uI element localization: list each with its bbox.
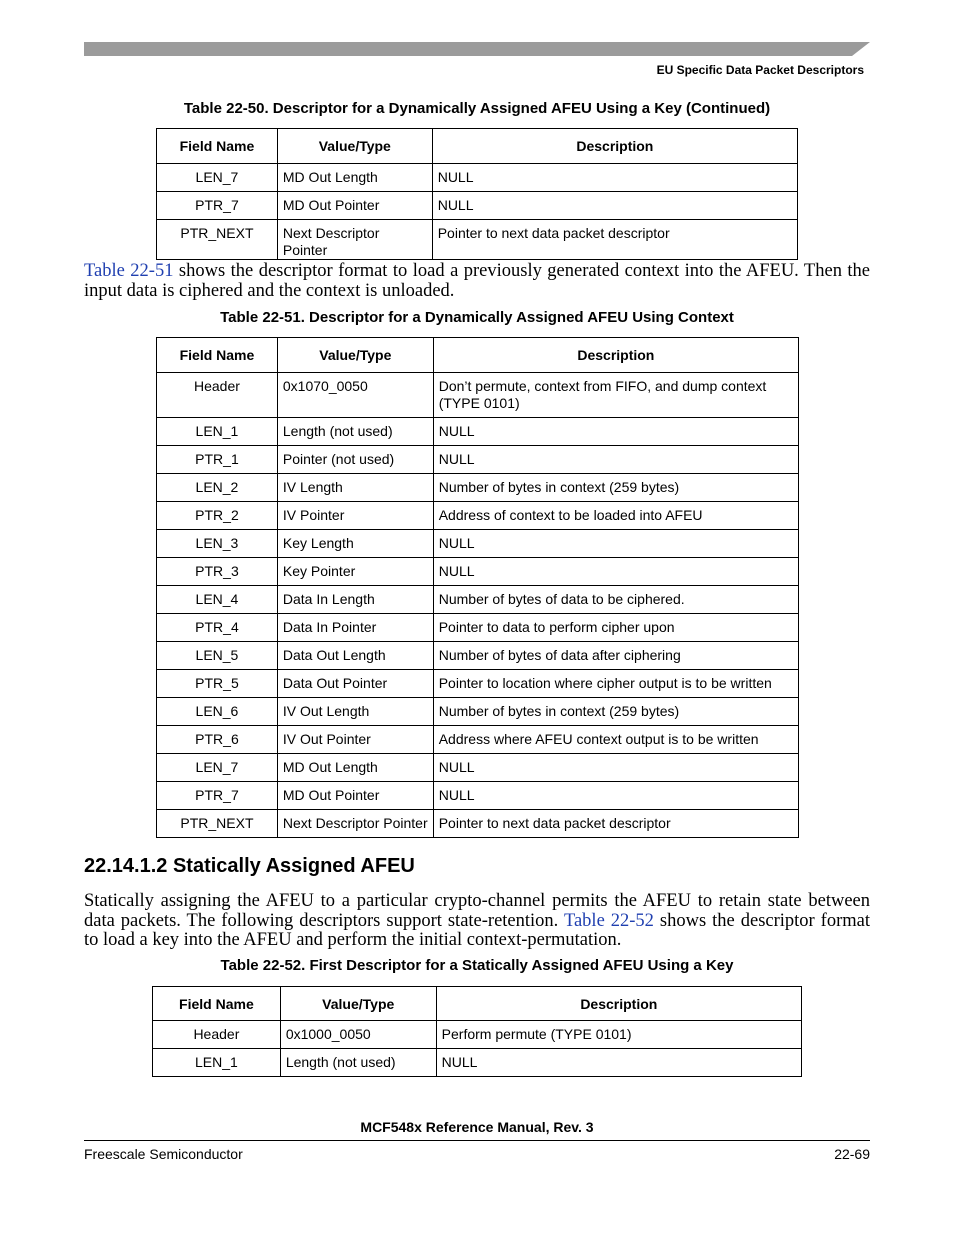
- value-type-cell: 0x1000_0050: [280, 1021, 436, 1049]
- description-cell: NULL: [432, 164, 797, 192]
- value-type-cell: IV Pointer: [277, 502, 433, 530]
- field-name-cell: PTR_NEXT: [157, 220, 278, 260]
- value-type-cell: Next Descriptor Pointer: [277, 220, 432, 260]
- value-type-cell: Length (not used): [280, 1049, 436, 1077]
- field-name-cell: LEN_1: [153, 1049, 281, 1077]
- field-name-cell: LEN_6: [157, 698, 278, 726]
- field-name-cell: PTR_7: [157, 192, 278, 220]
- description-cell: Number of bytes in context (259 bytes): [433, 474, 798, 502]
- field-name-cell: PTR_6: [157, 726, 278, 754]
- value-type-cell: Data Out Pointer: [277, 670, 433, 698]
- table-row: [157, 726, 799, 754]
- table-row: [157, 373, 799, 418]
- field-name-cell: PTR_2: [157, 502, 278, 530]
- footer-company: Freescale Semiconductor: [84, 1146, 243, 1162]
- descriptor-table-22-51: [156, 337, 799, 838]
- column-header: Description: [432, 129, 797, 164]
- table-row: [157, 782, 799, 810]
- description-cell: Pointer to data to perform cipher upon: [433, 614, 798, 642]
- field-name-cell: LEN_7: [157, 754, 278, 782]
- description-cell: NULL: [433, 446, 798, 474]
- descriptor-table-22-50: [156, 128, 798, 260]
- field-name-cell: PTR_7: [157, 782, 278, 810]
- footer-manual-title: MCF548x Reference Manual, Rev. 3: [360, 1119, 594, 1135]
- table-row: [157, 670, 799, 698]
- table-row: [157, 164, 798, 192]
- table-row: [157, 698, 799, 726]
- paragraph-table-22-51-intro: [84, 262, 870, 301]
- column-header: Field Name: [157, 129, 278, 164]
- value-type-cell: Data Out Length: [277, 642, 433, 670]
- description-cell: NULL: [433, 530, 798, 558]
- field-name-cell: Header: [153, 1021, 281, 1049]
- field-name-cell: LEN_4: [157, 586, 278, 614]
- field-name-cell: LEN_1: [157, 418, 278, 446]
- field-name-cell: PTR_NEXT: [157, 810, 278, 838]
- description-cell: Number of bytes of data to be ciphered.: [433, 586, 798, 614]
- description-cell: Pointer to location where cipher output is to be written: [433, 670, 798, 698]
- running-header: EU Specific Data Packet Descriptors: [656, 63, 864, 77]
- description-cell: Pointer to next data packet descriptor: [432, 220, 797, 260]
- paragraph-text: shows the descriptor format to load a key into the AFEU and perform the initial context-permutation.: [84, 910, 870, 950]
- table-row: [157, 530, 799, 558]
- description-cell: Pointer to next data packet descriptor: [433, 810, 798, 838]
- value-type-cell: MD Out Pointer: [277, 192, 432, 220]
- field-name-cell: LEN_2: [157, 474, 278, 502]
- value-type-cell: Data In Pointer: [277, 614, 433, 642]
- header-banner: [84, 42, 870, 56]
- column-header: Description: [433, 338, 798, 373]
- table-row: [157, 220, 798, 260]
- description-cell: NULL: [432, 192, 797, 220]
- value-type-cell: Next Descriptor Pointer: [277, 810, 433, 838]
- description-cell: NULL: [436, 1049, 801, 1077]
- field-name-cell: PTR_3: [157, 558, 278, 586]
- table-row: [157, 586, 799, 614]
- value-type-cell: Data In Length: [277, 586, 433, 614]
- value-type-cell: 0x1070_0050: [277, 373, 433, 418]
- value-type-cell: IV Out Length: [277, 698, 433, 726]
- link-table-22-51[interactable]: Table 22-51: [84, 261, 174, 281]
- table-caption-22-51: Table 22-51. Descriptor for a Dynamically Assigned AFEU Using Context: [220, 309, 734, 326]
- field-name-cell: Header: [157, 373, 278, 418]
- table-row: [157, 418, 799, 446]
- table-caption-22-50: Table 22-50. Descriptor for a Dynamically Assigned AFEU Using a Key (Continued): [183, 100, 771, 117]
- table-row: [157, 502, 799, 530]
- table-row: [157, 642, 799, 670]
- description-cell: Perform permute (TYPE 0101): [436, 1021, 801, 1049]
- value-type-cell: IV Length: [277, 474, 433, 502]
- field-name-cell: LEN_7: [157, 164, 278, 192]
- value-type-cell: MD Out Pointer: [277, 782, 433, 810]
- field-name-cell: PTR_4: [157, 614, 278, 642]
- value-type-cell: MD Out Length: [277, 754, 433, 782]
- table-row: [157, 192, 798, 220]
- field-name-cell: PTR_5: [157, 670, 278, 698]
- column-header: Value/Type: [280, 987, 436, 1021]
- description-cell: Address where AFEU context output is to be written: [433, 726, 798, 754]
- descriptor-table-22-52: [152, 986, 802, 1077]
- page-number: 22-69: [834, 1146, 870, 1162]
- field-name-cell: LEN_5: [157, 642, 278, 670]
- description-cell: Number of bytes of data after ciphering: [433, 642, 798, 670]
- description-cell: NULL: [433, 782, 798, 810]
- value-type-cell: IV Out Pointer: [277, 726, 433, 754]
- value-type-cell: Key Pointer: [277, 558, 433, 586]
- description-cell: NULL: [433, 754, 798, 782]
- column-header: Value/Type: [277, 338, 433, 373]
- description-cell: Number of bytes in context (259 bytes): [433, 698, 798, 726]
- column-header: Description: [436, 987, 801, 1021]
- table-caption-22-52: Table 22-52. First Descriptor for a Statically Assigned AFEU Using a Key: [220, 957, 734, 974]
- paragraph-static-afeu: [84, 892, 870, 951]
- column-header: Field Name: [157, 338, 278, 373]
- section-heading: 22.14.1.2 Statically Assigned AFEU: [84, 855, 415, 877]
- paragraph-text: shows the descriptor format to load a previously generated context into the AFEU. Then the input data is ciphered and the context is unloaded.: [84, 261, 871, 301]
- value-type-cell: Pointer (not used): [277, 446, 433, 474]
- table-row: [153, 1021, 802, 1049]
- footer-divider: [84, 1140, 870, 1141]
- table-row: [157, 614, 799, 642]
- description-cell: Don’t permute, context from FIFO, and dump context (TYPE 0101): [433, 373, 798, 418]
- value-type-cell: Key Length: [277, 530, 433, 558]
- value-type-cell: MD Out Length: [277, 164, 432, 192]
- table-row: [157, 810, 799, 838]
- table-row: [157, 558, 799, 586]
- value-type-cell: Length (not used): [277, 418, 433, 446]
- table-row: [157, 474, 799, 502]
- column-header: Value/Type: [277, 129, 432, 164]
- field-name-cell: PTR_1: [157, 446, 278, 474]
- table-row: [157, 754, 799, 782]
- description-cell: NULL: [433, 418, 798, 446]
- paragraph-text: Statically assigning the AFEU to a particular crypto-channel permits the AFEU to retain state between data packets. The following descriptors support state-retention.: [84, 891, 870, 931]
- field-name-cell: LEN_3: [157, 530, 278, 558]
- table-row: [157, 446, 799, 474]
- column-header: Field Name: [153, 987, 281, 1021]
- link-table-22-52[interactable]: Table 22-52: [563, 910, 654, 931]
- description-cell: Address of context to be loaded into AFEU: [433, 502, 798, 530]
- table-row: [153, 1049, 802, 1077]
- description-cell: NULL: [433, 558, 798, 586]
